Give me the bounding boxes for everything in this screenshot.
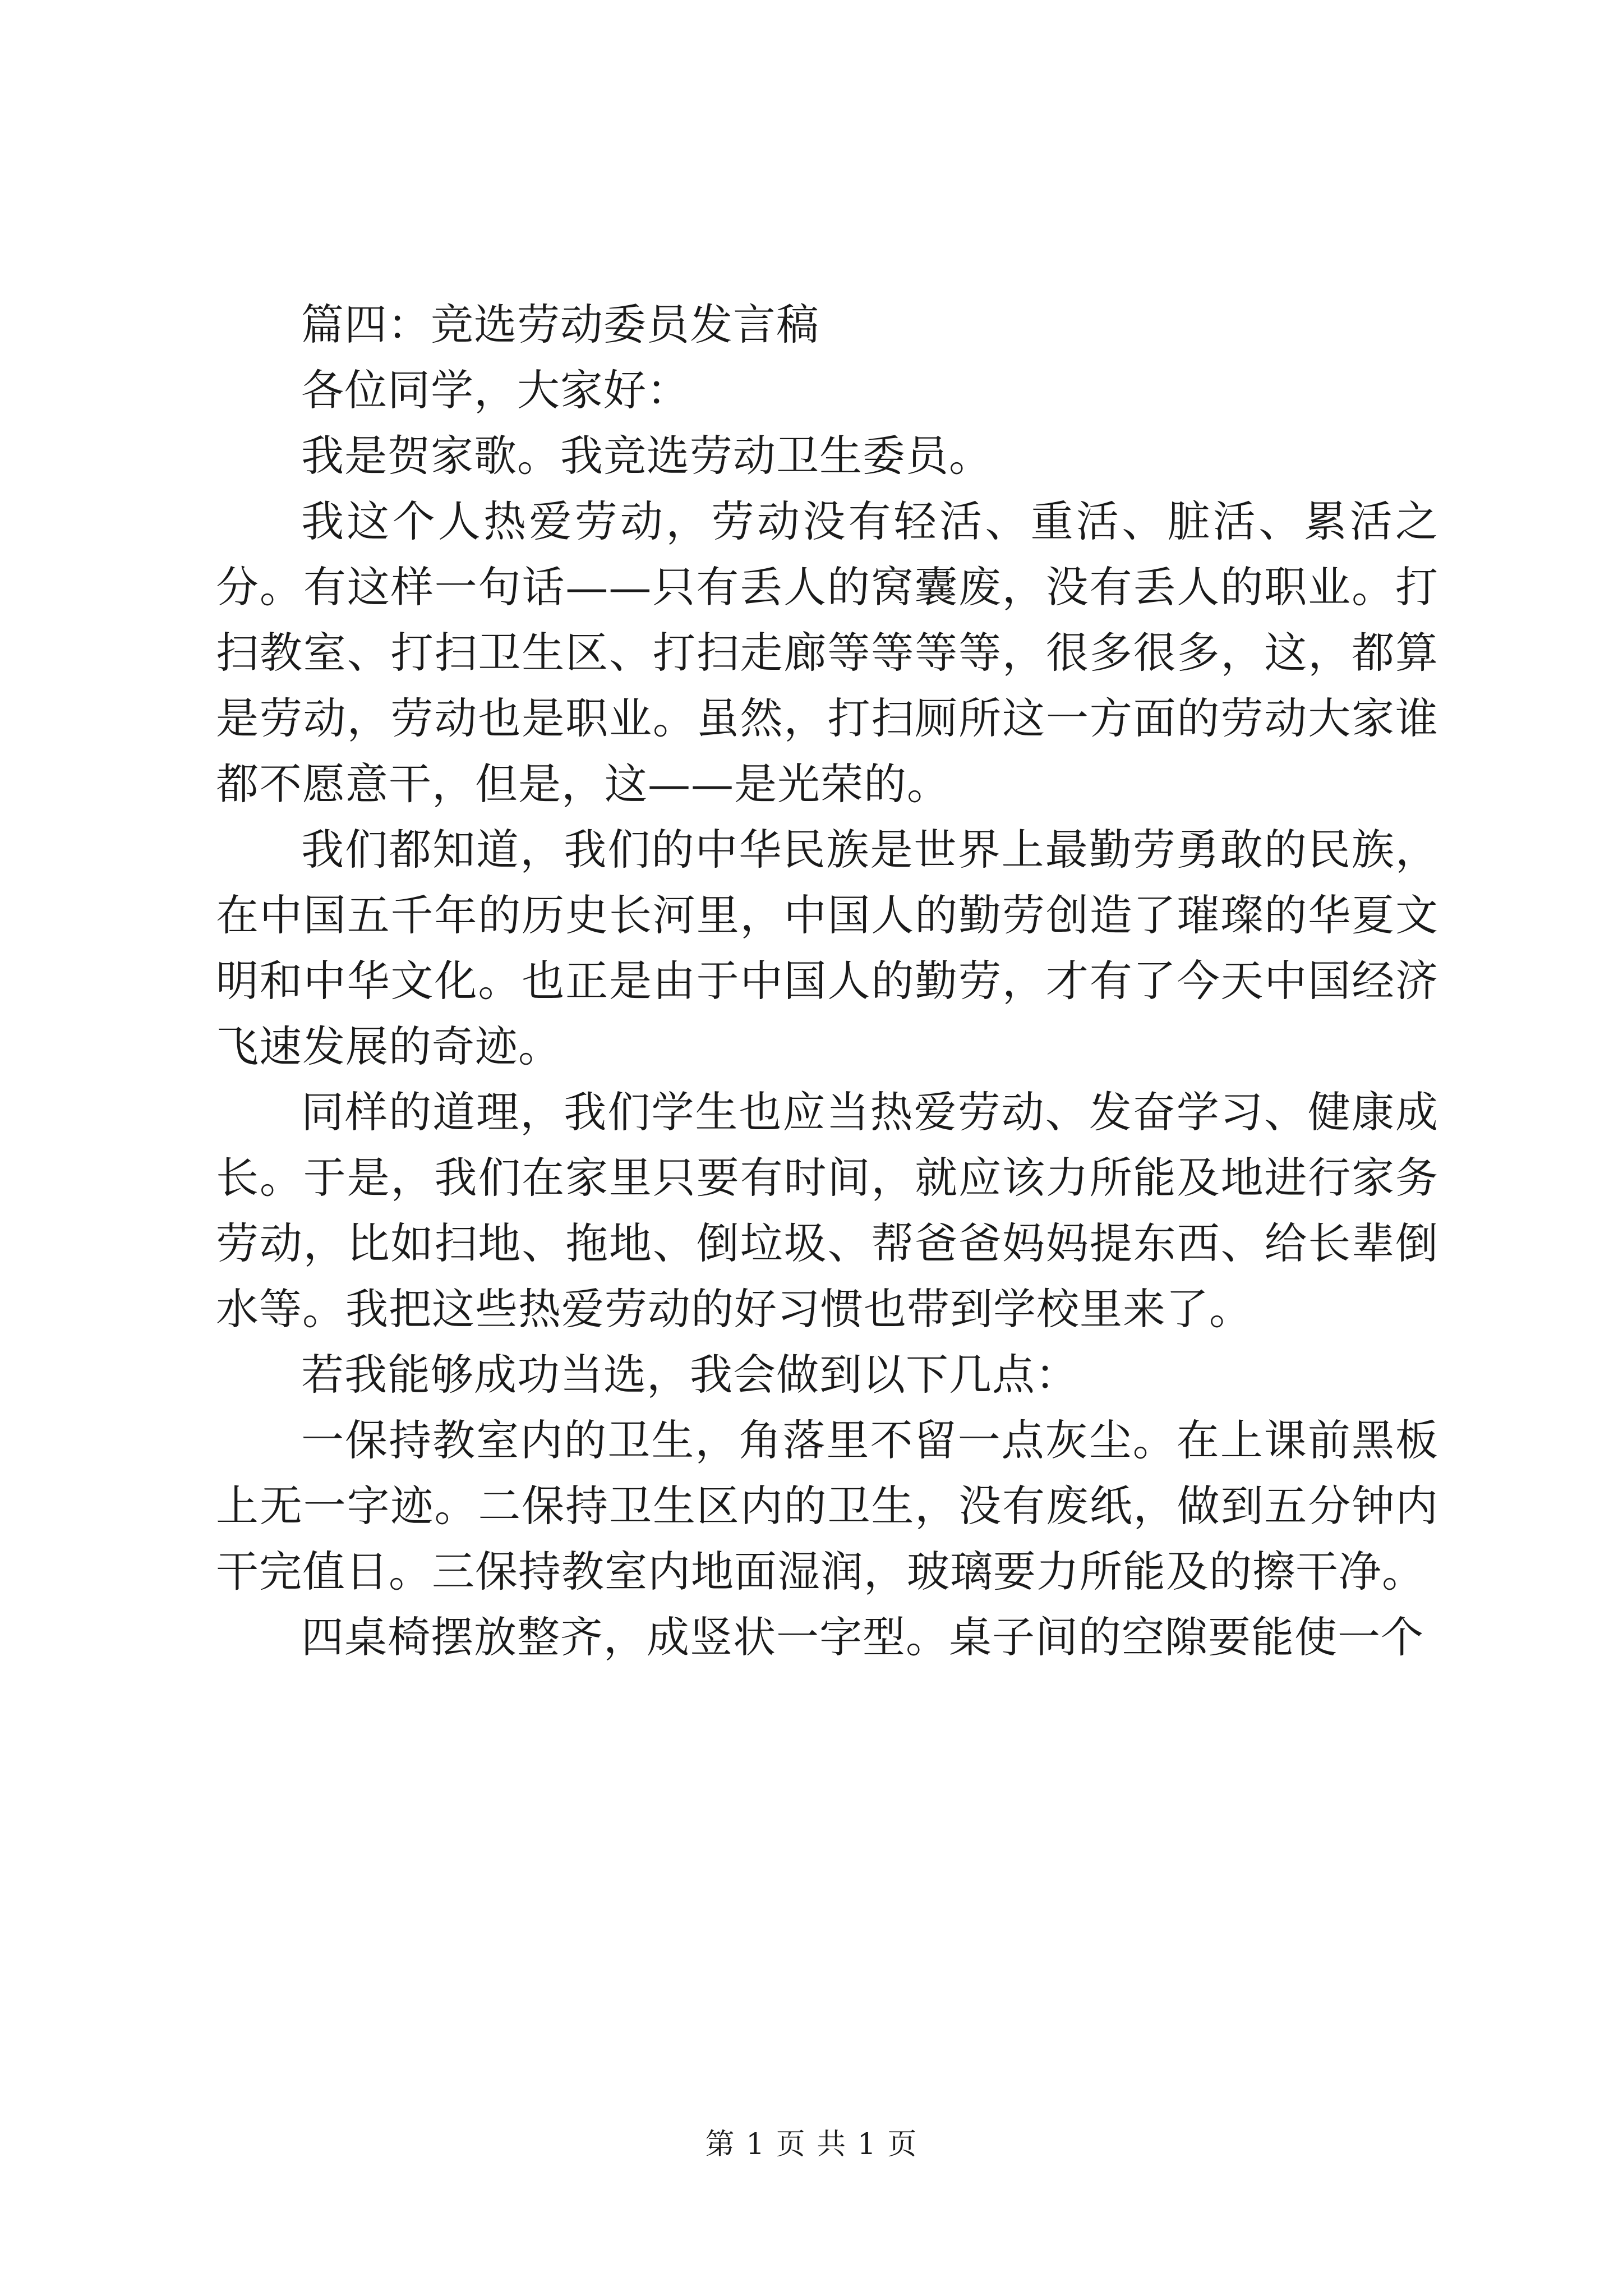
body-paragraph: 若我能够成功当选，我会做到以下几点： — [301, 1350, 1078, 1400]
greeting-paragraph: 各位同学，大家好： — [301, 365, 690, 415]
body-paragraph: 同样的道理，我们学生也应当热爱劳动、发奋学习、健康成长。于是，我们在家里只要有时间，就应该力所能及地进行家务劳动，比如扫地、拖地、倒垃圾、帮爸爸妈妈提东西、给长辈倒水等。我把这些热爱劳动的好习惯也带到学校里来了。 — [216, 1087, 1438, 1334]
document-body — [216, 292, 1438, 1670]
body-paragraph: 我们都知道，我们的中华民族是世界上最勤劳勇敢的民族，在中国五千年的历史长河里，中国人的勤劳创造了璀璨的华夏文明和中华文化。也正是由于中国人的勤劳，才有了今天中国经济飞速发展的奇迹。 — [216, 825, 1438, 1071]
body-paragraph: 四桌椅摆放整齐，成竖状一字型。桌子间的空隙要能使一个 — [301, 1612, 1424, 1662]
intro-paragraph: 我是贺家歌。我竞选劳动卫生委员。 — [301, 431, 992, 481]
body-paragraph: 一保持教室内的卫生，角落里不留一点灰尘。在上课前黑板上无一字迹。二保持卫生区内的卫生，没有废纸，做到五分钟内干完值日。三保持教室内地面湿润，玻璃要力所能及的擦干净。 — [216, 1415, 1438, 1596]
body-paragraph: 我这个人热爱劳动，劳动没有轻活、重活、脏活、累活之分。有这样一句话——只有丢人的窝囊废，没有丢人的职业。打扫教室、打扫卫生区、打扫走廊等等等等，很多很多，这，都算是劳动，劳动也是职业。虽然，打扫厕所这一方面的劳动大家谁都不愿意干，但是，这——是光荣的。 — [216, 496, 1438, 809]
heading-paragraph: 篇四：竞选劳动委员发言稿 — [301, 300, 819, 349]
page-footer: 第 1 页 共 1 页 — [705, 2128, 918, 2161]
